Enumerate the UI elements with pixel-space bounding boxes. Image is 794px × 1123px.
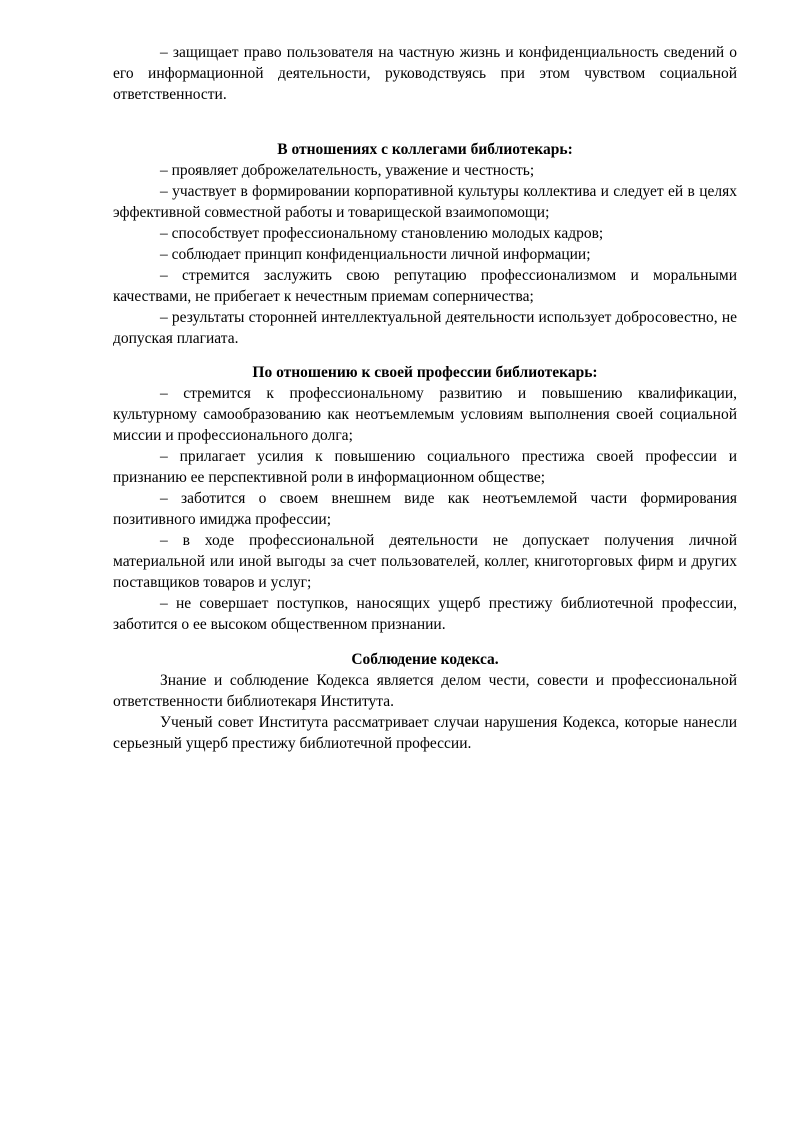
list-item: – прилагает усилия к повышению социального престижа своей профессии и признанию ее перспективной роли в информационном обществе; bbox=[113, 448, 737, 486]
list-item: – в ходе профессиональной деятельности не допускает получения личной материальной или иной выгоды за счет пользователей, коллег, книготорговых фирм и других поставщиков товаров и услуг; bbox=[113, 532, 737, 591]
intro-paragraph: – защищает право пользователя на частную жизнь и конфиденциальность сведений о его информационной деятельности, руководствуясь при этом чувством социальной ответственности. bbox=[113, 44, 737, 103]
section-profession bbox=[113, 362, 737, 635]
list-item: – соблюдает принцип конфиденциальности личной информации; bbox=[160, 246, 591, 263]
list-item: – результаты сторонней интеллектуальной деятельности использует добросовестно, не допуская плагиата. bbox=[113, 309, 737, 347]
section-compliance-heading: Соблюдение кодекса. bbox=[351, 651, 499, 668]
list-item: – проявляет доброжелательность, уважение и честность; bbox=[160, 162, 535, 179]
paragraph: Знание и соблюдение Кодекса является делом чести, совести и профессиональной ответственности библиотекаря Института. bbox=[113, 672, 737, 710]
paragraph: Ученый совет Института рассматривает случаи нарушения Кодекса, которые нанесли серьезный ущерб престижу библиотечной профессии. bbox=[113, 714, 737, 752]
list-item: – стремится заслужить свою репутацию профессионализмом и моральными качествами, не прибегает к нечестным приемам соперничества; bbox=[113, 267, 737, 305]
section-profession-heading: По отношению к своей профессии библиотекарь: bbox=[252, 364, 598, 381]
list-item: – заботится о своем внешнем виде как неотъемлемой части формирования позитивного имиджа профессии; bbox=[113, 490, 737, 528]
section-compliance bbox=[113, 649, 737, 754]
section-colleagues-heading: В отношениях с коллегами библиотекарь: bbox=[277, 141, 573, 158]
list-item: – стремится к профессиональному развитию и повышению квалификации, культурному самообразованию как неотъемлемым условиям выполнения своей социальной миссии и профессионального долга; bbox=[113, 385, 737, 444]
section-colleagues bbox=[113, 139, 737, 349]
list-item: – не совершает поступков, наносящих ущерб престижу библиотечной профессии, заботится о ее высоком общественном признании. bbox=[113, 595, 737, 633]
list-item: – участвует в формировании корпоративной культуры коллектива и следует ей в целях эффективной совместной работы и товарищеской взаимопомощи; bbox=[113, 183, 737, 221]
list-item: – способствует профессиональному становлению молодых кадров; bbox=[160, 225, 604, 242]
